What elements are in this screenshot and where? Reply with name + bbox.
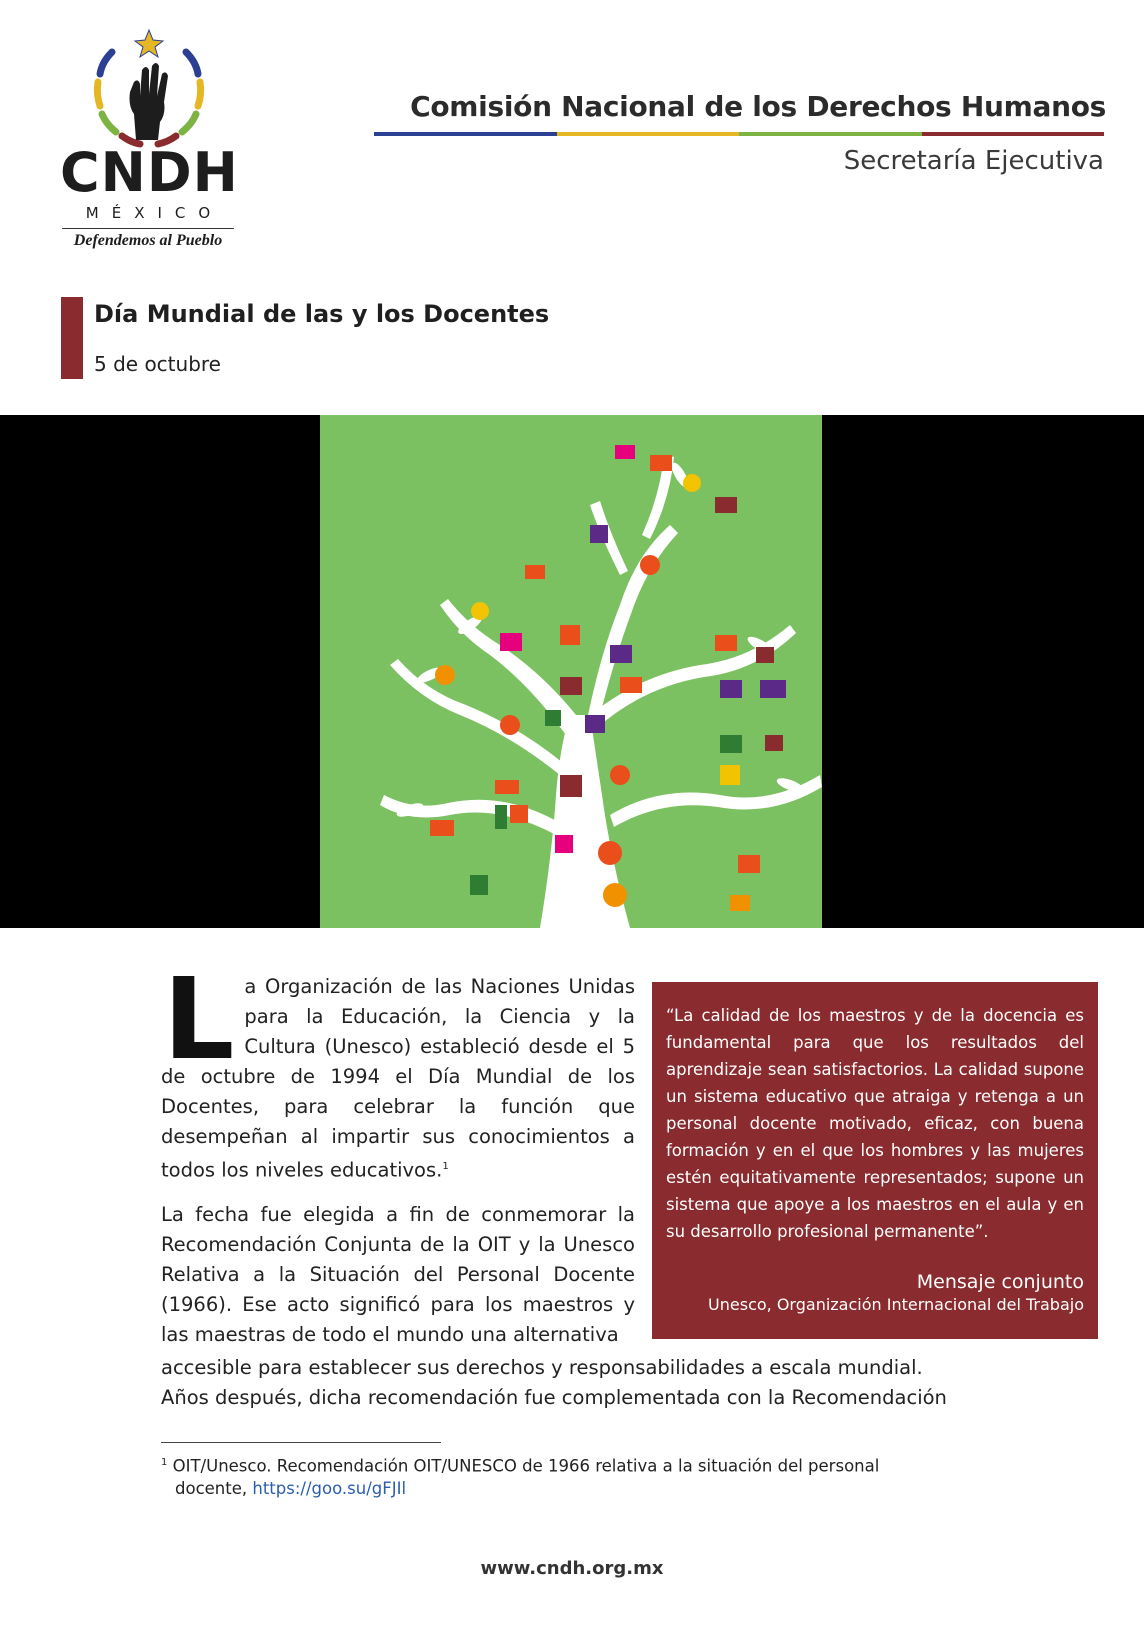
logo-motto: Defendemos al Pueblo [73, 232, 223, 249]
article-body [161, 955, 635, 1350]
article-body-continued [161, 1353, 1001, 1413]
bar-segment-blue [374, 132, 557, 136]
footnote-ref[interactable]: 1 [442, 1161, 449, 1172]
pull-quote [652, 982, 1098, 1339]
footnote-marker: 1 [161, 1457, 168, 1468]
drop-cap: L [163, 955, 235, 1085]
bar-segment-green [739, 132, 922, 136]
title-accent-bar [61, 297, 83, 379]
website-footer[interactable]: www.cndh.org.mx [480, 1558, 664, 1579]
footnote-text-2: docente, [175, 1478, 248, 1498]
hero-image [0, 415, 1144, 928]
quote-source: Unesco, Organización Internacional del Trabajo [708, 1295, 1084, 1314]
cndh-logo [48, 22, 248, 262]
organization-name: Comisión Nacional de los Derechos Humanos [410, 90, 1106, 123]
bar-segment-red [922, 132, 1105, 136]
paragraph-2-continued-1: accesible para establecer sus derechos y responsabilidades a escala mundial. [161, 1356, 923, 1379]
raised-hand-wreath-icon [84, 22, 214, 152]
paragraph-2-continued-2: Años después, dicha recomendación fue complementada con la Recomendación [161, 1386, 947, 1409]
logo-divider [62, 228, 234, 229]
footnote-divider [161, 1442, 441, 1443]
paragraph-2: La fecha fue elegida a fin de conmemorar la Recomendación Conjunta de la OIT y la Unesco Relativa a la Situación del Personal Docente (1966). Ese acto significó para los maestros y las maestras de todo el mundo una alternativa [161, 1202, 635, 1346]
logo-name: CNDH [60, 141, 239, 204]
footnote-link[interactable]: https://goo.su/gFJIl [252, 1478, 407, 1498]
paragraph-1-text: a Organización de las Naciones Unidas para la Educación, la Ciencia y la Cultura (Unesco) estableció desde el 5 de octubre de 1994 el Día Mundial de los Docentes, para celebrar la función que desempeñan al impartir sus conocimientos a todos los niveles educativos. [161, 975, 635, 1182]
footnote-text: OIT/Unesco. Recomendación OIT/UNESCO de 1966 relativa a la situación del personal [172, 1456, 880, 1476]
quote-text: “La calidad de los maestros y de la docencia es fundamental para que los resultados del aprendizaje sean satisfactorios. La calidad supone un sistema educativo que atraiga y retenga a un personal docente motivado, eficaz, con buena formación y en el que los hombres y las mujeres estén equitativamente representados; supone un sistema que apoye a los maestros en el aula y en su desarrollo profesional permanente”. [666, 1006, 1084, 1241]
logo-country: MÉXICO [85, 204, 224, 222]
paragraph-1 [161, 955, 635, 1186]
footnote [161, 1452, 961, 1500]
organization-subtitle: Secretaría Ejecutiva [843, 146, 1104, 176]
quote-author: Mensaje conjunto [916, 1271, 1084, 1293]
tree-icon [320, 415, 822, 928]
education-tree-illustration [320, 415, 822, 928]
header-color-bar [374, 132, 1104, 136]
page-date: 5 de octubre [94, 352, 221, 376]
bar-segment-yellow [557, 132, 740, 136]
page-title: Día Mundial de las y los Docentes [94, 300, 550, 328]
